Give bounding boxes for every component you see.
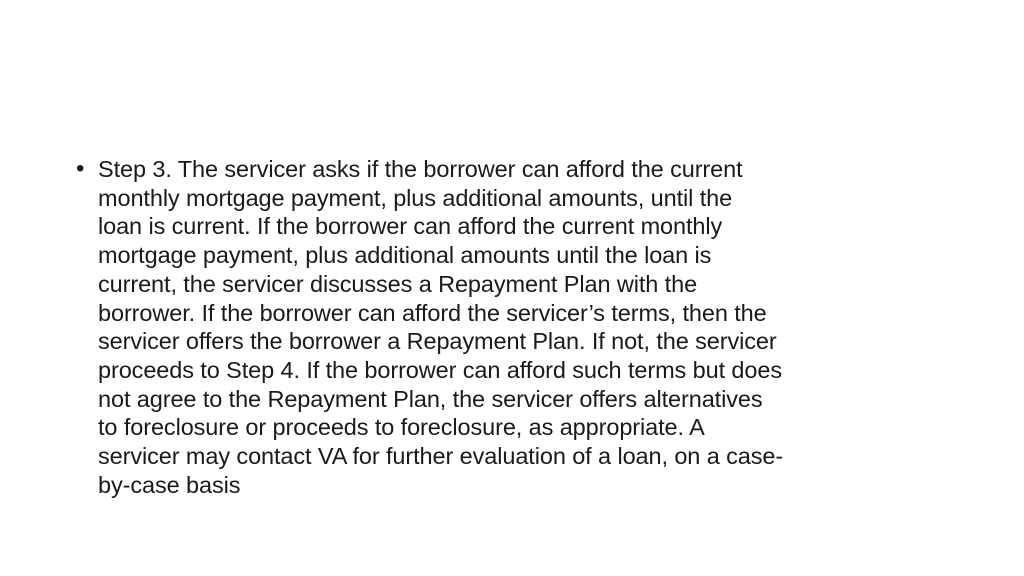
text-line: mortgage payment, plus additional amounts until the loan is [98,242,712,269]
text-line: to foreclosure or proceeds to foreclosure, as appropriate. A [98,414,705,441]
text-line: proceeds to Step 4. If the borrower can afford such terms but does [98,356,782,383]
text-line: servicer may contact VA for further evaluation of a loan, on a case- [98,443,784,470]
bullet-icon: • [76,155,85,182]
bullet-item [76,155,956,499]
bullet-list [76,155,956,499]
text-line: servicer offers the borrower a Repayment Plan. If not, the servicer [98,328,777,355]
text-line: monthly mortgage payment, plus additional amounts, until the [98,184,733,211]
text-line: borrower. If the borrower can afford the servicer’s terms, then the [98,299,767,326]
text-line: current, the servicer discusses a Repayment Plan with the [98,270,698,297]
text-line: loan is current. If the borrower can afford the current monthly [98,213,723,240]
text-line: by-case basis [98,471,241,498]
text-line: Step 3. The servicer asks if the borrower can afford the current [98,156,743,182]
bullet-text [98,155,956,499]
text-line: not agree to the Repayment Plan, the servicer offers alternatives [98,385,763,412]
